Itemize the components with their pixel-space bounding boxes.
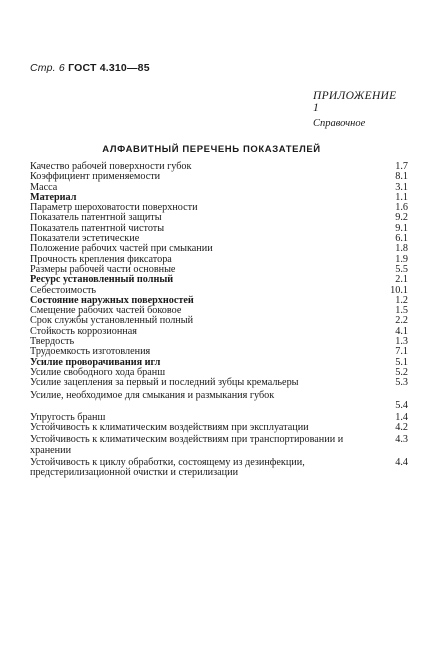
appendix-title: ПРИЛОЖЕНИЕ 1 (313, 90, 397, 114)
item-text: Усилие, необходимое для смыкания и размыкания губок (30, 389, 275, 401)
item-text: Материал (30, 191, 77, 203)
item-text: Устойчивость к циклу обработки, состоящему из дезинфекции, предстерилизационной очистки и стерилизации (30, 457, 305, 479)
item-ref: 4.2 (395, 422, 408, 434)
item-ref: 1.1 (395, 191, 408, 203)
item-ref: 1.3 (395, 336, 408, 348)
item-text: Положение рабочих частей при смыкании (30, 243, 213, 255)
item-ref: 4.3 (395, 434, 408, 446)
list-item (30, 391, 408, 411)
item-ref: 1.4 (395, 411, 408, 423)
item-text: Состояние наружных поверхностей (30, 294, 194, 306)
list-item (30, 183, 408, 193)
item-ref: 1.6 (395, 202, 408, 214)
item-text: Трудоемкость изготовления (30, 346, 151, 358)
list-item (30, 327, 408, 337)
item-ref: 10.1 (390, 284, 408, 296)
item-ref: 6.1 (395, 233, 408, 245)
appendix-subtitle: Справочное (313, 118, 366, 129)
document-title: АЛФАВИТНЫЙ ПЕРЕЧЕНЬ ПОКАЗАТЕЛЕЙ (102, 144, 321, 155)
item-ref: 2.2 (395, 315, 408, 327)
item-ref: 5.4 (395, 399, 408, 411)
item-ref: 5.2 (395, 366, 408, 378)
appendix-label (313, 90, 403, 129)
standard-code: ГОСТ 4.310—85 (68, 62, 150, 74)
item-text: Себестоимость (30, 284, 97, 296)
item-text: Упругость бранш (30, 411, 106, 423)
item-ref: 4.1 (395, 325, 408, 337)
item-ref: 9.2 (395, 212, 408, 224)
item-text: Показатель патентной защиты (30, 212, 162, 224)
list-item (30, 423, 408, 433)
list-item (30, 435, 408, 456)
item-ref: 5.1 (395, 356, 408, 368)
item-ref: 8.1 (395, 171, 408, 183)
index-list (30, 162, 408, 479)
list-item (30, 378, 408, 388)
item-ref: 5.5 (395, 263, 408, 275)
item-text: Показатели эстетические (30, 233, 140, 245)
item-ref: 5.3 (395, 377, 408, 389)
item-text: Размеры рабочей части основные (30, 263, 176, 275)
item-text: Устойчивость к климатическим воздействиям при транспортировании и хранении (30, 434, 344, 456)
item-ref: 1.7 (395, 161, 408, 172)
item-text: Твердость (30, 336, 75, 348)
item-text: Ресурс установленный полный (30, 274, 174, 286)
item-ref: 4.4 (395, 457, 408, 469)
page-header (30, 62, 150, 74)
item-text: Качество рабочей поверхности губок (30, 161, 192, 172)
item-text: Масса (30, 181, 58, 193)
item-ref: 9.1 (395, 222, 408, 234)
item-ref: 1.9 (395, 253, 408, 265)
item-text: Показатель патентной чистоты (30, 222, 165, 234)
item-ref: 1.5 (395, 305, 408, 317)
item-ref: 2.1 (395, 274, 408, 286)
item-text: Усилие зацепления за первый и последний зубцы кремальеры (30, 377, 299, 389)
item-ref: 1.8 (395, 243, 408, 255)
list-item (30, 172, 408, 182)
item-text: Прочность крепления фиксатора (30, 253, 172, 265)
item-ref: 3.1 (395, 181, 408, 193)
item-text: Устойчивость к климатическим воздействиям при эксплуатации (30, 422, 309, 434)
item-text: Параметр шероховатости поверхности (30, 202, 198, 214)
list-item (30, 458, 408, 479)
item-ref: 1.2 (395, 294, 408, 306)
item-text: Усилие свободного хода бранш (30, 366, 166, 378)
item-text: Коэффициент применяемости (30, 171, 161, 183)
item-ref: 7.1 (395, 346, 408, 358)
item-text: Срок службы установленный полный (30, 315, 194, 327)
item-text: Смещение рабочих частей боковое (30, 305, 182, 317)
item-text: Усилие проворачивания игл (30, 356, 161, 368)
page-number: Стр. 6 (30, 62, 65, 74)
item-text: Стойкость коррозионная (30, 325, 137, 337)
